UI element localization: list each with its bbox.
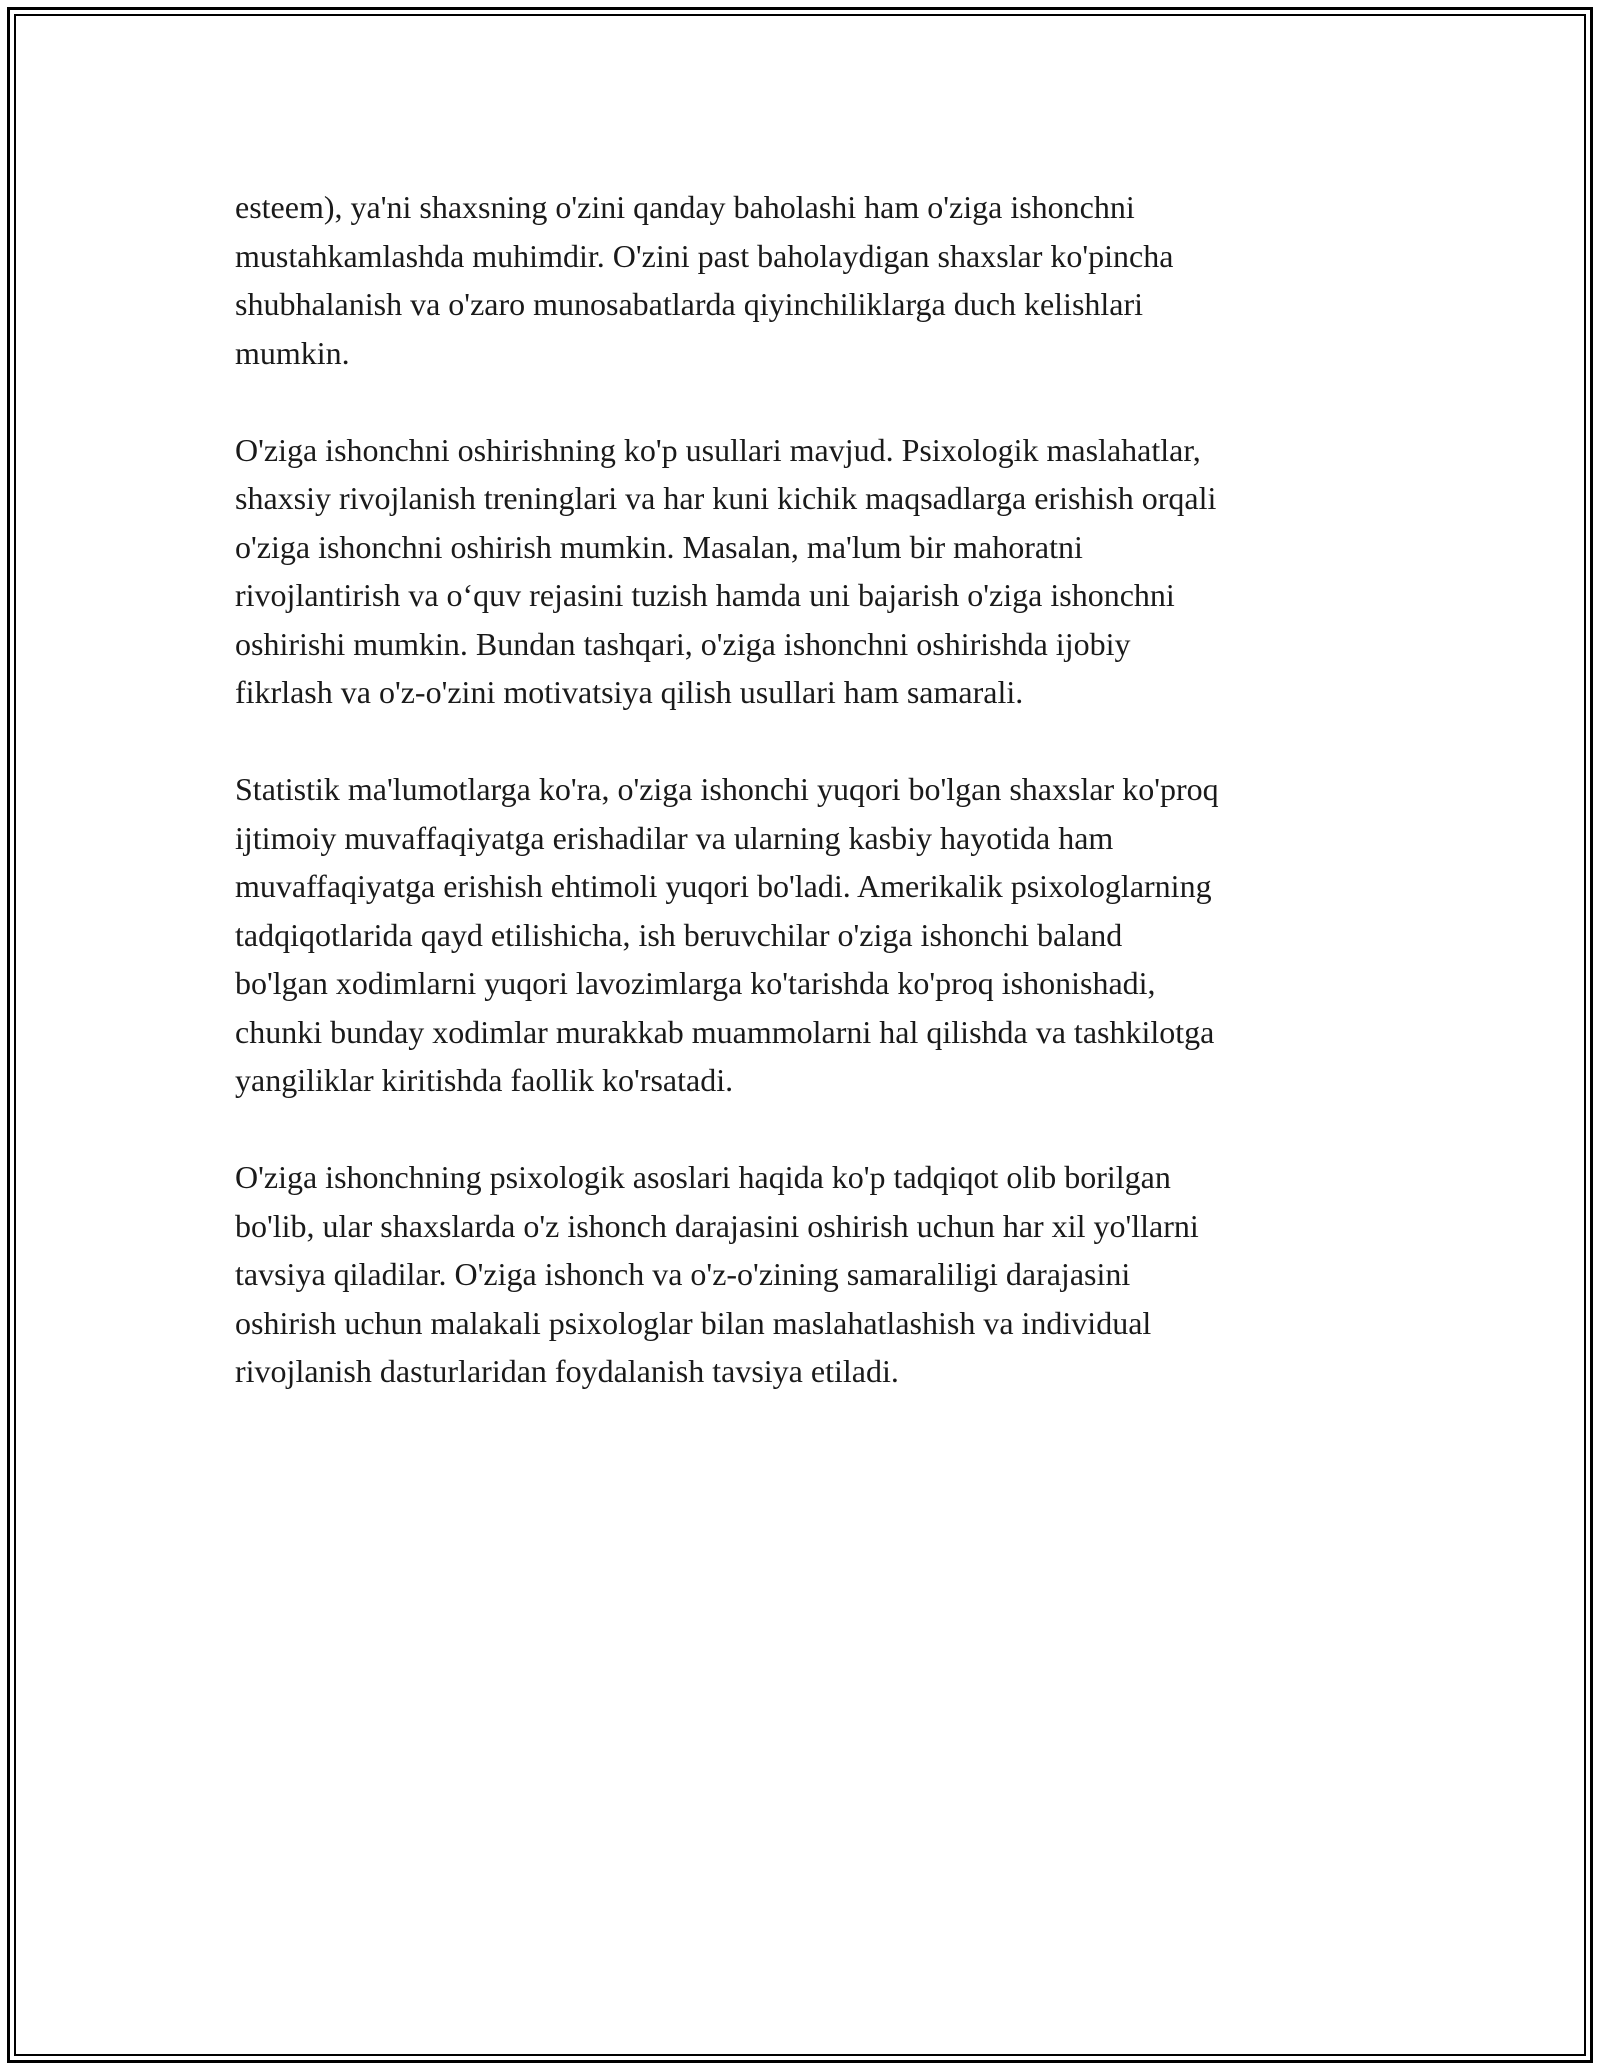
document-body xyxy=(235,183,1375,1444)
paragraph-1: esteem), ya'ni shaxsning o'zini qanday baholashi ham o'ziga ishonchni mustahkamlashda muhimdir. O'zini past baholaydigan shaxslar ko'pincha shubhalanish va o'zaro munosabatlarda qiyinchiliklarga duch kelishlari mumkin. xyxy=(235,189,1174,371)
paragraph-2: O'ziga ishonchni oshirishning ko'p usullari mavjud. Psixologik maslahatlar, shaxsiy rivojlanish treninglari va har kuni kichik maqsadlarga erishish orqali o'ziga ishonchni oshirish mumkin. Masalan, ma'lum bir mahoratni rivojlantirish va o‘quv rejasini tuzish hamda uni bajarish o'ziga ishonchni oshirishi mumkin. Bundan tashqari, o'ziga ishonchni oshirishda ijobiy fikrlash va o'z-o'zini motivatsiya qilish usullari ham samarali. xyxy=(235,431,1217,710)
paragraph-3: Statistik ma'lumotlarga ko'ra, o'ziga ishonchi yuqori bo'lgan shaxslar ko'proq ijtimoiy muvaffaqiyatga erishadilar va ularning kasbiy hayotida ham muvaffaqiyatga erishish ehtimoli yuqori bo'ladi. Amerikalik psixologlarning tadqiqotlarida qayd etilishicha, ish beruvchilar o'ziga ishonchi baland bo'lgan xodimlarni yuqori lavozimlarga ko'tarishda ko'proq ishonishadi, chunki bunday xodimlar murakkab muammolarni hal qilishda va tashkilotga yangiliklar kiritishda faollik ko'rsatadi. xyxy=(235,771,1219,1098)
paragraph-4: O'ziga ishonchning psixologik asoslari haqida ko'p tadqiqot olib borilgan bo'lib, ular shaxslarda o'z ishonch darajasini oshirish uchun har xil yo'llarni tavsiya qiladilar. O'ziga ishonch va o'z-o'zining samaraliligi darajasini oshirish uchun malakali psixologlar bilan maslahatlashish va individual rivojlanish dasturlaridan foydalanish tavsiya etiladi. xyxy=(235,1159,1199,1389)
